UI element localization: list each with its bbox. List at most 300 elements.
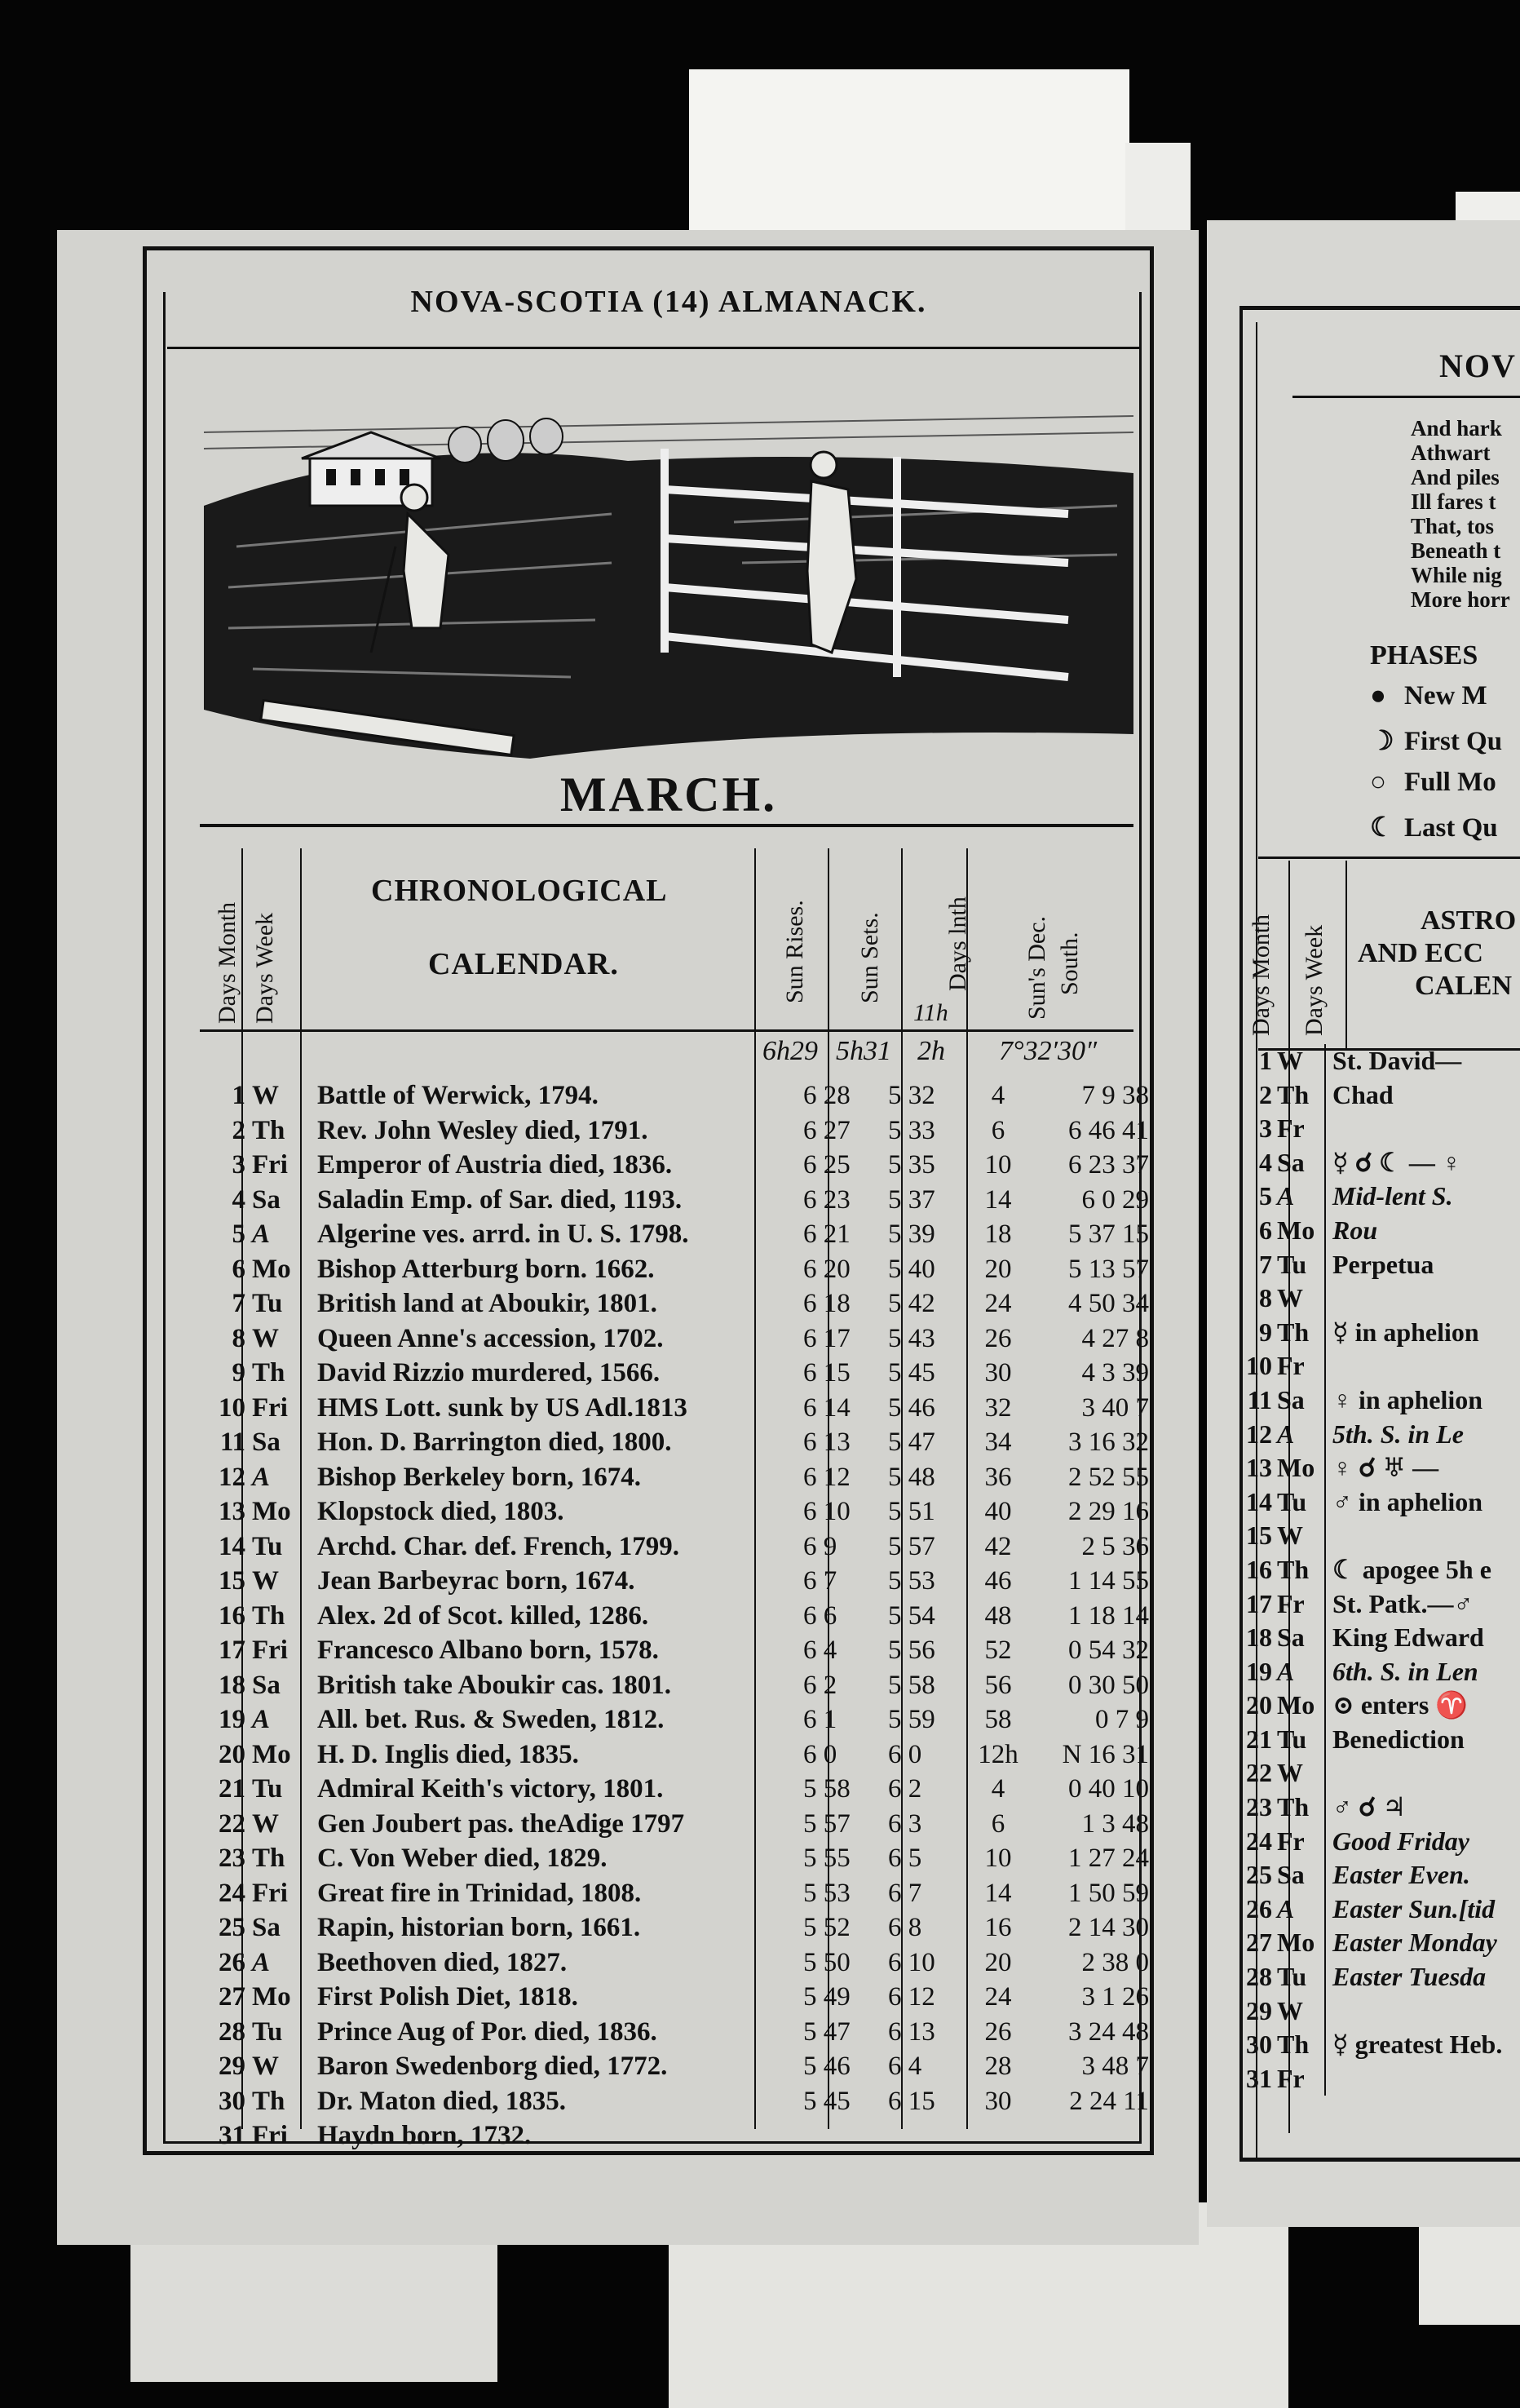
- weekday: A: [252, 1947, 271, 1977]
- weekday: Fr: [1272, 1587, 1325, 1622]
- sun-declination: 2 38 0: [1081, 1947, 1149, 1977]
- day-number: 27: [1246, 1928, 1272, 1958]
- phase-label: New M: [1404, 681, 1487, 710]
- day-number: 22: [219, 1808, 245, 1839]
- weekday: Tu: [1272, 1960, 1325, 1994]
- day-number: 9: [1259, 1317, 1272, 1347]
- header-south: South.: [1056, 932, 1083, 995]
- event: Rev. John Wesley died, 1791.: [317, 1115, 648, 1145]
- sun-sets: 6 5: [888, 1844, 922, 1873]
- weekday: Tu: [252, 1289, 283, 1318]
- sun-sets: 6 10: [888, 1947, 935, 1977]
- event: ♀ in aphelion: [1332, 1384, 1483, 1414]
- event: Archd. Char. def. French, 1799.: [317, 1531, 679, 1561]
- weekday: A: [252, 1705, 271, 1734]
- event: ☿ in aphelion: [1332, 1317, 1479, 1347]
- day-number: 24: [219, 1878, 245, 1908]
- day-number: 11: [219, 1428, 245, 1457]
- day-number: 6: [232, 1254, 245, 1284]
- event: Easter Tuesda: [1332, 1962, 1487, 1992]
- weekday: Fri: [252, 2121, 288, 2150]
- day-length: 6: [991, 1808, 1005, 1839]
- sun-declination: 4 50 34: [1068, 1289, 1149, 1318]
- sun-sets: 5 56: [888, 1636, 935, 1665]
- table-row: [1246, 1892, 1502, 1927]
- day-length: 6: [991, 1115, 1005, 1145]
- weekday: W: [252, 1808, 279, 1839]
- weekday: Th: [252, 1600, 285, 1631]
- sun-sets: 6 2: [888, 1774, 922, 1804]
- day-length: 10: [984, 1844, 1012, 1873]
- sun-rises: 6 14: [803, 1392, 851, 1423]
- table-row: [1246, 1723, 1502, 1757]
- weekday: Tu: [1272, 1485, 1325, 1520]
- woodcut-illustration: [204, 383, 1133, 775]
- weekday: Th: [252, 1844, 285, 1873]
- day-length: 48: [984, 1600, 1012, 1631]
- header-days-length: Days lnth: [944, 896, 971, 991]
- day-length: 24: [984, 1982, 1012, 2012]
- sun-declination: 1 18 14: [1068, 1600, 1149, 1631]
- sun-rises: 5 47: [803, 2016, 851, 2047]
- header-days-month: Days Month: [214, 901, 241, 1024]
- day-number: 19: [219, 1705, 245, 1734]
- phase-item: [1370, 768, 1496, 798]
- weekday: Mo: [252, 1254, 291, 1284]
- day-number: 12: [1246, 1419, 1272, 1449]
- table-row: [219, 1460, 1152, 1495]
- sun-rises: 6 13: [803, 1428, 851, 1457]
- event: Bishop Berkeley born, 1674.: [317, 1462, 641, 1492]
- day-number: 3: [1259, 1113, 1272, 1144]
- day-number: 22: [1246, 1758, 1272, 1788]
- sun-declination: 4 27 8: [1081, 1323, 1149, 1353]
- weekday: Sa: [1272, 1621, 1325, 1655]
- table-row: [1246, 1519, 1502, 1553]
- table-row: [1246, 1248, 1502, 1282]
- day-number: 5: [232, 1219, 245, 1249]
- table-row: [1246, 1791, 1502, 1825]
- sun-sets: 6 4: [888, 2052, 922, 2081]
- day-number: 7: [232, 1289, 245, 1318]
- event: All. bet. Rus. & Sweden, 1812.: [317, 1705, 665, 1734]
- table-row: [219, 1737, 1152, 1773]
- day-number: 21: [219, 1774, 245, 1804]
- phases-heading: PHASES: [1370, 640, 1478, 671]
- event: ♂ ☌ ♃: [1332, 1792, 1407, 1822]
- table-row: [1246, 1926, 1502, 1960]
- sun-declination: 3 1 26: [1081, 1982, 1149, 2012]
- day-length: 40: [984, 1497, 1012, 1526]
- new-moon-icon: ●: [1370, 681, 1386, 710]
- weekday: Mo: [1272, 1926, 1325, 1960]
- day-length: 20: [984, 1947, 1012, 1977]
- event: ☾ apogee 5h e: [1332, 1554, 1491, 1584]
- day-number: 1: [1259, 1046, 1272, 1075]
- sun-rises: 5 46: [803, 2052, 851, 2081]
- event: ☿ greatest Heb.: [1332, 2030, 1503, 2060]
- header-chronological: CHRONOLOGICAL: [371, 874, 668, 908]
- day-number: 19: [1246, 1656, 1272, 1686]
- sun-sets: 5 32: [888, 1081, 935, 1110]
- weekday: Th: [1272, 1078, 1325, 1113]
- sun-declination: 3 24 48: [1068, 2016, 1149, 2047]
- table-row: [1246, 1553, 1502, 1587]
- day-number: 14: [219, 1531, 245, 1561]
- table-row: [1246, 2062, 1502, 2096]
- paper-scrap: [130, 2227, 497, 2382]
- table-row: [1246, 1587, 1502, 1622]
- day-number: 4: [1259, 1147, 1272, 1177]
- event: H. D. Inglis died, 1835.: [317, 1739, 579, 1769]
- header-sun-sets: Sun Sets.: [856, 912, 883, 1003]
- day-length: 58: [984, 1705, 1012, 1734]
- header-line: CALEN: [1415, 971, 1513, 1001]
- sun-sets: 5 48: [888, 1462, 935, 1492]
- table-row: [219, 1668, 1152, 1703]
- day-number: 2: [1259, 1079, 1272, 1109]
- day-number: 13: [219, 1497, 245, 1526]
- day-number: 28: [219, 2016, 245, 2047]
- table-row: [219, 1321, 1152, 1357]
- table-row: [219, 1425, 1152, 1460]
- weekday: Th: [252, 2086, 285, 2116]
- header-rule: [200, 1029, 1133, 1032]
- event: Baron Swedenborg died, 1772.: [317, 2052, 668, 2081]
- sun-declination: 0 30 50: [1068, 1670, 1149, 1700]
- sun-sets: 5 43: [888, 1323, 935, 1353]
- day-number: 7: [1259, 1249, 1272, 1279]
- weekday: Tu: [252, 1531, 283, 1561]
- verse-line: And piles: [1411, 465, 1500, 489]
- table-row: [219, 1286, 1152, 1321]
- weekday: Th: [1272, 1316, 1325, 1350]
- phase-item: [1370, 811, 1498, 843]
- table-row: [219, 2049, 1152, 2084]
- sun-rises: 5 53: [803, 1878, 851, 1908]
- day-number: 31: [219, 2121, 245, 2150]
- event: Perpetua: [1332, 1249, 1434, 1279]
- event: 6th. S. in Len: [1332, 1656, 1478, 1686]
- running-head: NOVA-SCOTIA (14) ALMANACK.: [410, 285, 927, 319]
- sun-rises: 6 7: [803, 1566, 837, 1596]
- verse-line: And hark: [1411, 416, 1502, 440]
- event: Dr. Maton died, 1835.: [317, 2086, 566, 2116]
- sun-rises: 6 15: [803, 1358, 851, 1388]
- sun-declination: 3 16 32: [1068, 1428, 1149, 1457]
- event: ☿ ☌ ☾ — ♀: [1332, 1147, 1461, 1177]
- day-number: 21: [1246, 1724, 1272, 1754]
- weekday: W: [252, 1081, 279, 1110]
- sun-declination: 7 9 38: [1081, 1081, 1149, 1110]
- event: Saladin Emp. of Sar. died, 1193.: [317, 1184, 683, 1215]
- day-number: 29: [1246, 1995, 1272, 2025]
- day-number: 26: [219, 1947, 245, 1977]
- weekday: Fri: [252, 1392, 288, 1423]
- event: Jean Barbeyrac born, 1674.: [317, 1566, 635, 1596]
- day-number: 1: [232, 1081, 245, 1110]
- weekday: A: [1272, 1418, 1325, 1452]
- weekday: Mo: [252, 1982, 291, 2012]
- table-row: [1246, 1078, 1502, 1113]
- weekday: A: [252, 1462, 271, 1492]
- sun-declination: 6 23 37: [1068, 1150, 1149, 1180]
- sun-declination: 2 14 30: [1068, 1913, 1149, 1942]
- table-row: [1246, 1825, 1502, 1859]
- sun-rises: 5 50: [803, 1947, 851, 1977]
- day-length: 26: [984, 2016, 1012, 2047]
- day-number: 30: [219, 2086, 245, 2116]
- table-row: [1246, 1281, 1502, 1316]
- table-row: [219, 1945, 1152, 1981]
- weekday: W: [1272, 1994, 1325, 2029]
- first-row-dec: 7°32′30″: [999, 1036, 1098, 1066]
- event: Admiral Keith's victory, 1801.: [317, 1774, 664, 1804]
- weekday: Sa: [1272, 1383, 1325, 1418]
- sun-sets: 5 51: [888, 1497, 935, 1526]
- event: [1325, 1994, 1502, 2029]
- day-number: 15: [219, 1566, 245, 1596]
- day-number: 20: [219, 1739, 245, 1769]
- sun-declination: 0 7 9: [1095, 1705, 1149, 1734]
- day-number: 4: [232, 1184, 245, 1215]
- event: HMS Lott. sunk by US Adl.1813: [317, 1392, 687, 1423]
- day-length: 12h: [978, 1739, 1018, 1769]
- event: ♂ in aphelion: [1332, 1486, 1483, 1516]
- day-length: 4: [991, 1774, 1005, 1804]
- sun-sets: 6 7: [888, 1878, 922, 1908]
- day-number: 26: [1246, 1893, 1272, 1923]
- event: Easter Even.: [1332, 1860, 1470, 1890]
- day-number: 17: [1246, 1588, 1272, 1618]
- day-number: 13: [1246, 1453, 1272, 1483]
- sun-declination: 5 13 57: [1068, 1254, 1149, 1284]
- event: [1325, 2062, 1502, 2096]
- table-row: [1246, 1316, 1502, 1350]
- sun-rises: 6 23: [803, 1184, 851, 1215]
- event: Alex. 2d of Scot. killed, 1286.: [317, 1600, 649, 1631]
- day-length: 18: [984, 1219, 1012, 1249]
- sun-declination: 5 37 15: [1068, 1219, 1149, 1249]
- day-number: 8: [1259, 1283, 1272, 1313]
- event: British land at Aboukir, 1801.: [317, 1289, 657, 1318]
- weekday: Mo: [1272, 1214, 1325, 1248]
- event: Great fire in Trinidad, 1808.: [317, 1878, 642, 1908]
- sun-declination: 1 50 59: [1068, 1878, 1149, 1908]
- sun-rises: 5 55: [803, 1844, 851, 1873]
- event: David Rizzio murdered, 1566.: [317, 1358, 661, 1388]
- month-title: MARCH.: [559, 768, 778, 821]
- verse-line: More horr: [1411, 587, 1510, 612]
- weekday: Mo: [1272, 1451, 1325, 1485]
- sun-declination: [1027, 2118, 1152, 2153]
- day-number: 25: [219, 1913, 245, 1942]
- day-number: 3: [232, 1150, 245, 1180]
- first-row-length: 2h: [917, 1036, 945, 1066]
- weekday: Mo: [252, 1497, 291, 1526]
- day-length: 14: [984, 1878, 1012, 1908]
- verse-line: That, tos: [1411, 514, 1495, 538]
- table-row: [219, 2118, 1152, 2153]
- day-number: 31: [1246, 2063, 1272, 2093]
- day-length: 20: [984, 1254, 1012, 1284]
- weekday: A: [252, 1219, 271, 1249]
- day-number: 27: [219, 1982, 245, 2012]
- weekday: Sa: [252, 1913, 281, 1942]
- weekday: Fr: [1272, 2062, 1325, 2096]
- table-row: [219, 1702, 1152, 1737]
- day-number: 16: [1246, 1554, 1272, 1584]
- sun-sets: [883, 2118, 970, 2153]
- event: Francesco Albano born, 1578.: [317, 1636, 659, 1665]
- verse-line: Beneath t: [1411, 538, 1501, 563]
- weekday: Fri: [252, 1878, 288, 1908]
- weekday: W: [252, 1323, 279, 1353]
- day-number: 16: [219, 1600, 245, 1631]
- sun-rises: 6 12: [803, 1462, 851, 1492]
- table-row: [219, 1599, 1152, 1634]
- event: Queen Anne's accession, 1702.: [317, 1323, 664, 1353]
- day-number: 15: [1246, 1520, 1272, 1551]
- day-number: 23: [219, 1844, 245, 1873]
- event: [1325, 1349, 1502, 1383]
- weekday: W: [1272, 1756, 1325, 1791]
- day-number: 10: [219, 1392, 245, 1423]
- phase-item: [1370, 724, 1502, 757]
- day-length: 16: [984, 1913, 1012, 1942]
- sun-sets: 5 40: [888, 1254, 935, 1284]
- day-length: 10: [984, 1150, 1012, 1180]
- sun-declination: 4 3 39: [1081, 1358, 1149, 1388]
- weekday: Sa: [252, 1184, 281, 1215]
- event: Rou: [1332, 1215, 1378, 1245]
- sun-declination: 6 0 29: [1081, 1184, 1149, 1215]
- weekday: Th: [252, 1115, 285, 1145]
- sun-declination: 2 5 36: [1081, 1531, 1149, 1561]
- table-row: [1246, 1214, 1502, 1248]
- day-length: 28: [984, 2052, 1012, 2081]
- table-row: [219, 1980, 1152, 2015]
- table-row: [1246, 1858, 1502, 1892]
- sun-sets: 5 57: [888, 1531, 935, 1561]
- sun-rises: 6 25: [803, 1150, 851, 1180]
- header-rule: [1258, 857, 1520, 859]
- sun-rises: 5 57: [803, 1808, 851, 1839]
- weekday: Tu: [252, 2016, 283, 2047]
- phase-item: [1370, 681, 1487, 711]
- sun-declination: 2 24 11: [1069, 2086, 1149, 2116]
- table-row: [1246, 1485, 1502, 1520]
- day-length: 30: [984, 2086, 1012, 2116]
- table-row: [219, 1356, 1152, 1391]
- header-days-length-unit: 11h: [913, 999, 948, 1026]
- table-row: [1246, 1689, 1502, 1723]
- sun-sets: 5 35: [888, 1150, 935, 1180]
- sun-sets: 5 54: [888, 1600, 935, 1631]
- event: St. Patk.—♂: [1332, 1588, 1474, 1618]
- event: First Polish Diet, 1818.: [317, 1982, 578, 2012]
- table-row: [219, 1910, 1152, 1945]
- sun-rises: 5 52: [803, 1913, 851, 1942]
- sun-sets: 5 47: [888, 1428, 935, 1457]
- event: Hon. D. Barrington died, 1800.: [317, 1428, 672, 1457]
- table-row: [219, 1633, 1152, 1668]
- sun-sets: 5 53: [888, 1566, 935, 1596]
- sun-sets: 5 59: [888, 1705, 935, 1734]
- sun-rises: 6 6: [803, 1600, 837, 1631]
- sun-declination: 3 48 7: [1081, 2052, 1149, 2081]
- day-number: 5: [1259, 1181, 1272, 1211]
- sun-rises: 6 4: [803, 1636, 837, 1665]
- header-calendar: CALENDAR.: [428, 947, 619, 981]
- sun-declination: 1 3 48: [1081, 1808, 1149, 1839]
- table-row: [219, 1807, 1152, 1842]
- table-row: [1246, 1621, 1502, 1655]
- event: Rapin, historian born, 1661.: [317, 1913, 641, 1942]
- verse: [1411, 416, 1510, 612]
- day-length: 36: [984, 1462, 1012, 1492]
- day-length: 34: [984, 1428, 1012, 1457]
- first-row-set: 5h31: [836, 1036, 891, 1066]
- sun-rises: 6 2: [803, 1670, 837, 1700]
- sun-sets: 5 45: [888, 1358, 935, 1388]
- table-row: [219, 1183, 1152, 1218]
- column-rule: [1345, 861, 1347, 1048]
- sun-rises: 6 9: [803, 1531, 837, 1561]
- header-sun-dec: Sun's Dec.: [1023, 915, 1050, 1020]
- day-length: 46: [984, 1566, 1012, 1596]
- table-row: [219, 1876, 1152, 1911]
- weekday: Fr: [1272, 1825, 1325, 1859]
- sun-rises: 6 0: [803, 1739, 837, 1769]
- weekday: Tu: [1272, 1248, 1325, 1282]
- phase-label: Full Mo: [1404, 768, 1496, 797]
- event: Bishop Atterburg born. 1662.: [317, 1254, 655, 1284]
- sun-rises: [793, 2118, 883, 2153]
- day-length: 14: [984, 1184, 1012, 1215]
- event: Gen Joubert pas. theAdige 1797: [317, 1808, 685, 1839]
- sun-declination: 3 40 7: [1081, 1392, 1149, 1423]
- weekday: Fr: [1272, 1112, 1325, 1146]
- day-number: 29: [219, 2052, 245, 2081]
- table-row: [219, 1078, 1152, 1113]
- day-number: 18: [219, 1670, 245, 1700]
- event: Chad: [1332, 1079, 1394, 1109]
- table-row: [219, 2015, 1152, 2050]
- event: ⊙ enters ♈: [1332, 1690, 1469, 1720]
- sun-sets: 5 46: [888, 1392, 935, 1423]
- event: Easter Sun.[tid: [1332, 1893, 1496, 1923]
- sun-rises: 5 49: [803, 1982, 851, 2012]
- weekday: Tu: [252, 1774, 283, 1804]
- day-number: 2: [232, 1115, 245, 1145]
- header-line: AND ECC: [1358, 938, 1483, 968]
- event: Beethoven died, 1827.: [317, 1947, 568, 1977]
- day-length: 42: [984, 1531, 1012, 1561]
- day-number: 14: [1246, 1486, 1272, 1516]
- sun-rises: 6 1: [803, 1705, 837, 1734]
- astronomical-calendar-table: [1246, 1044, 1502, 2096]
- event: Battle of Werwick, 1794.: [317, 1081, 599, 1110]
- event: Emperor of Austria died, 1836.: [317, 1150, 673, 1180]
- table-row: [219, 1148, 1152, 1183]
- event: Klopstock died, 1803.: [317, 1497, 564, 1526]
- sun-declination: 0 40 10: [1068, 1774, 1149, 1804]
- running-head: NOV: [1439, 347, 1517, 384]
- table-row: [1246, 1756, 1502, 1791]
- sun-sets: 6 0: [888, 1739, 922, 1769]
- table-row: [1246, 1994, 1502, 2029]
